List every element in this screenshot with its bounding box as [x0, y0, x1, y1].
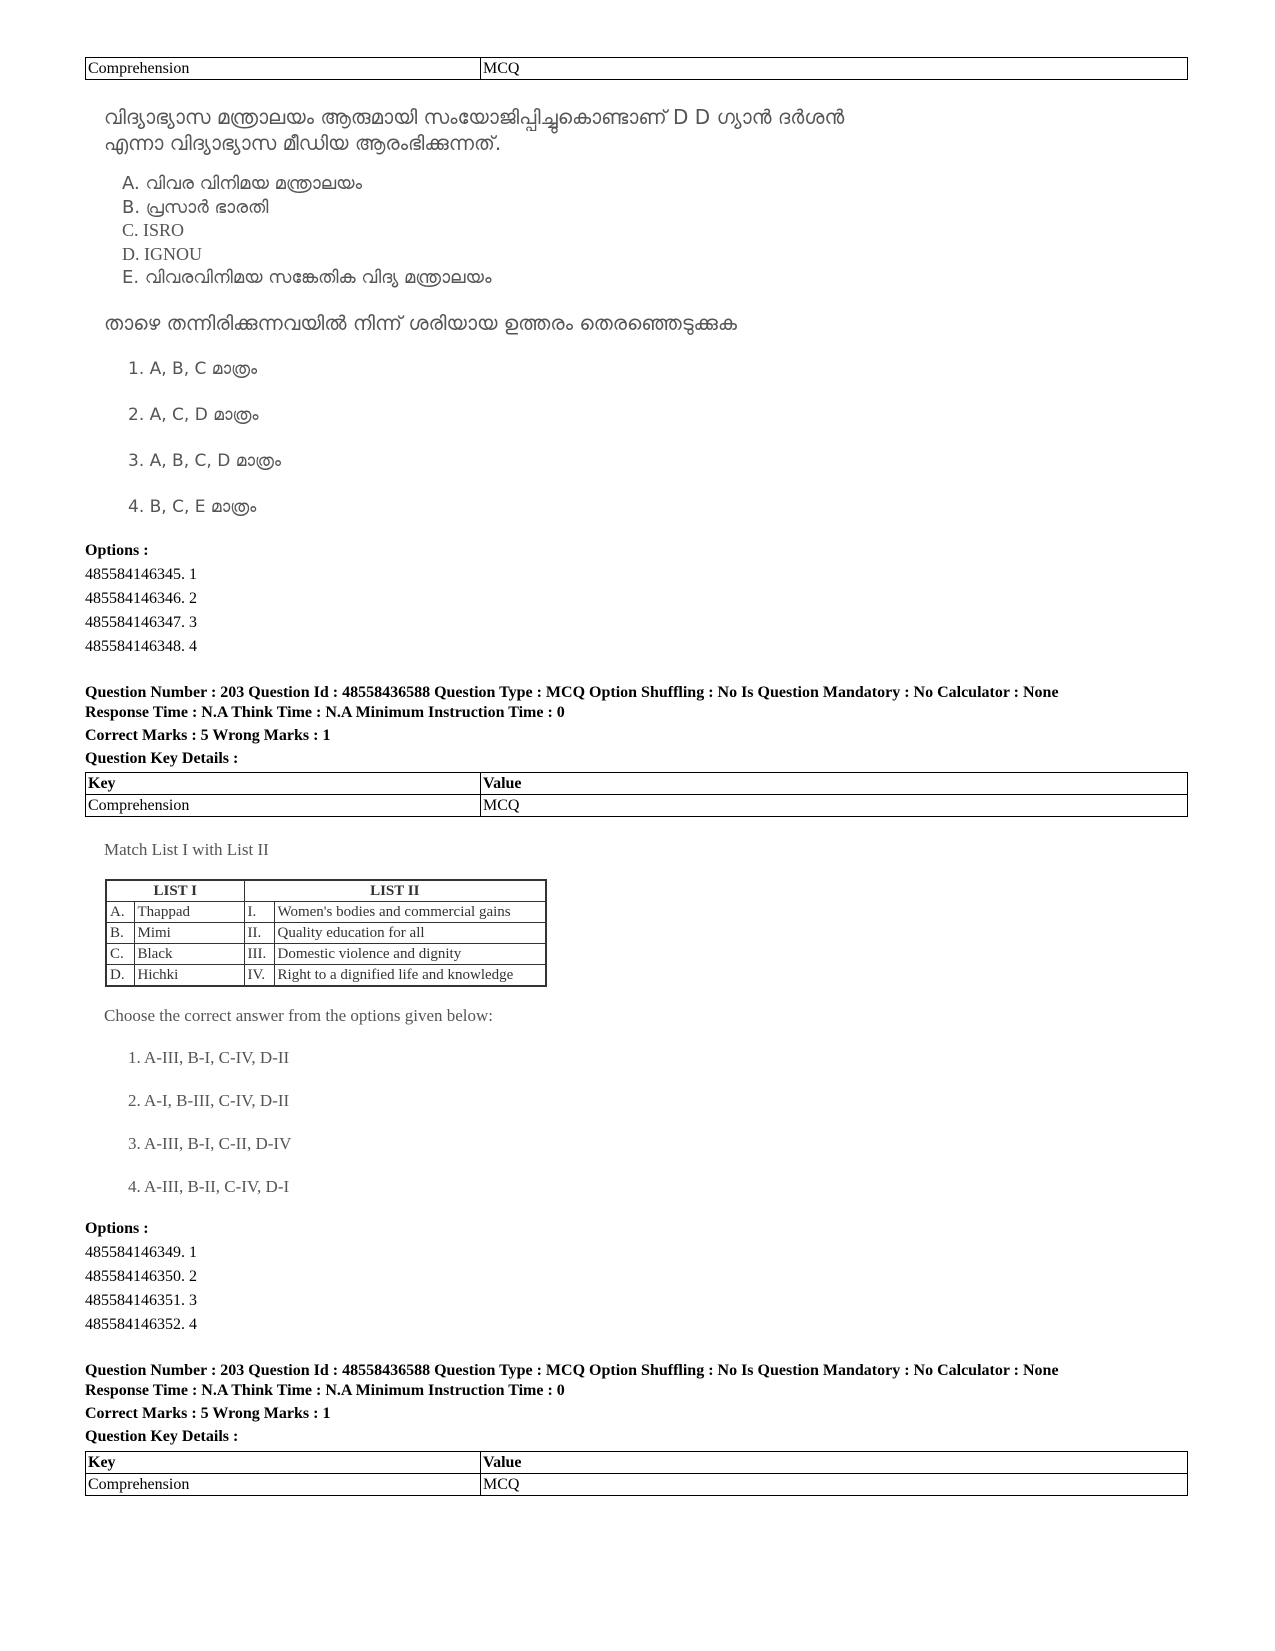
- q3-marks: Correct Marks : 5 Wrong Marks : 1: [85, 1405, 331, 1422]
- q1-choice-d: D. IGNOU: [122, 243, 202, 264]
- q1-stem: [104, 104, 844, 156]
- list2-item: Right to a dignified life and knowledge: [274, 965, 546, 987]
- list1-item: Black: [134, 944, 244, 965]
- list1-item: Mimi: [134, 923, 244, 944]
- q1-option-2: 485584146346. 2: [85, 590, 197, 607]
- top-key-table: [85, 57, 1188, 80]
- q2-key-details-label: Question Key Details :: [85, 750, 239, 767]
- list2-header: LIST II: [244, 880, 546, 902]
- q1-choice-e: E. വിവരവിനിമയ സങ്കേതിക വിദ്യ മന്ത്രാലയം: [122, 267, 492, 288]
- q2-instruction: Choose the correct answer from the options given below:: [104, 1006, 494, 1025]
- table-cell-key: Comprehension: [86, 795, 481, 817]
- q1-answer-1: 1. A, B, C മാത്രം: [128, 359, 258, 379]
- q1-stem-line1: വിദ്യാഭ്യാസ മന്ത്രാലയം ആരുമായി സംയോജിപ്പിച്ചുകൊണ്ടാണ് D D ഗ്യാൻ ദർശൻ: [104, 105, 845, 129]
- q1-answer-2: 2. A, C, D മാത്രം: [128, 405, 259, 425]
- list1-header: LIST I: [106, 880, 244, 902]
- list2-item: Quality education for all: [274, 923, 546, 944]
- q1-choice-c: C. ISRO: [122, 220, 185, 240]
- q2-answer-1: 1. A-III, B-I, C-IV, D-II: [128, 1048, 290, 1067]
- list1-item: Hichki: [134, 965, 244, 987]
- q1-option-1: 485584146345. 1: [85, 566, 197, 583]
- q2-option-1: 485584146349. 1: [85, 1244, 197, 1261]
- q2-answer-4: 4. A-III, B-II, C-IV, D-I: [128, 1177, 290, 1196]
- q3-key-table: [85, 1451, 1188, 1496]
- q1-choices: [122, 172, 492, 290]
- q2-answer-2: 2. A-I, B-III, C-IV, D-II: [128, 1091, 290, 1110]
- table-header-key: Key: [86, 773, 481, 795]
- table-cell-value: MCQ: [481, 1474, 1188, 1496]
- q1-answer-3: 3. A, B, C, D മാത്രം: [128, 451, 281, 471]
- list1-item: Thappad: [134, 902, 244, 923]
- q2-marks: Correct Marks : 5 Wrong Marks : 1: [85, 727, 331, 744]
- q1-options-label: Options :: [85, 542, 149, 559]
- q2-answer-3: 3. A-III, B-I, C-II, D-IV: [128, 1134, 292, 1153]
- q2-stem: Match List I with List II: [104, 840, 269, 859]
- q3-key-details-label: Question Key Details :: [85, 1428, 239, 1445]
- q2-match-table: [105, 879, 547, 987]
- q2-key-table: [85, 772, 1188, 817]
- q1-instruction: താഴെ തന്നിരിക്കുന്നവയിൽ നിന്ന് ശരിയായ ഉത്തരം തെരഞ്ഞെടുക്കുക: [104, 311, 737, 335]
- q1-choice-b: B. പ്രസാർ ഭാരതി: [122, 196, 269, 218]
- q1-answer-4: 4. B, C, E മാത്രം: [128, 497, 257, 517]
- q1-options: [85, 539, 197, 659]
- q2-meta: [85, 683, 1059, 723]
- list2-numeral: II.: [244, 923, 274, 944]
- list1-letter: C.: [106, 944, 134, 965]
- table-cell-value: MCQ: [481, 58, 1188, 80]
- table-header-value: Value: [481, 1452, 1188, 1474]
- q1-stem-line2: എന്നാ വിദ്യാഭ്യാസ മീഡിയ ആരംഭിക്കുന്നത്.: [104, 131, 502, 155]
- q1-option-3: 485584146347. 3: [85, 614, 197, 631]
- table-header-key: Key: [86, 1452, 481, 1474]
- list2-numeral: IV.: [244, 965, 274, 987]
- q2-meta-line2: Response Time : N.A Think Time : N.A Minimum Instruction Time : 0: [85, 704, 565, 721]
- list2-numeral: I.: [244, 902, 274, 923]
- q3-meta-line2: Response Time : N.A Think Time : N.A Minimum Instruction Time : 0: [85, 1382, 565, 1399]
- q2-option-4: 485584146352. 4: [85, 1316, 197, 1333]
- table-cell-key: Comprehension: [86, 58, 481, 80]
- table-header-value: Value: [481, 773, 1188, 795]
- q2-option-2: 485584146350. 2: [85, 1268, 197, 1285]
- q3-meta-line1: Question Number : 203 Question Id : 48558436588 Question Type : MCQ Option Shuffling : No Is Question Mandatory : No Calculator : None: [85, 1362, 1059, 1379]
- q1-option-4: 485584146348. 4: [85, 638, 197, 655]
- list1-letter: A.: [106, 902, 134, 923]
- list2-numeral: III.: [244, 944, 274, 965]
- table-cell-value: MCQ: [481, 795, 1188, 817]
- q2-option-3: 485584146351. 3: [85, 1292, 197, 1309]
- q1-choice-a: A. വിവര വിനിമയ മന്ത്രാലയം: [122, 173, 363, 194]
- list1-letter: B.: [106, 923, 134, 944]
- q2-meta-line1: Question Number : 203 Question Id : 48558436588 Question Type : MCQ Option Shuffling : No Is Question Mandatory : No Calculator : None: [85, 684, 1059, 701]
- q2-options-label: Options :: [85, 1220, 149, 1237]
- table-cell-key: Comprehension: [86, 1474, 481, 1496]
- q3-meta: [85, 1361, 1059, 1401]
- list1-letter: D.: [106, 965, 134, 987]
- list2-item: Women's bodies and commercial gains: [274, 902, 546, 923]
- list2-item: Domestic violence and dignity: [274, 944, 546, 965]
- q2-options: [85, 1217, 197, 1337]
